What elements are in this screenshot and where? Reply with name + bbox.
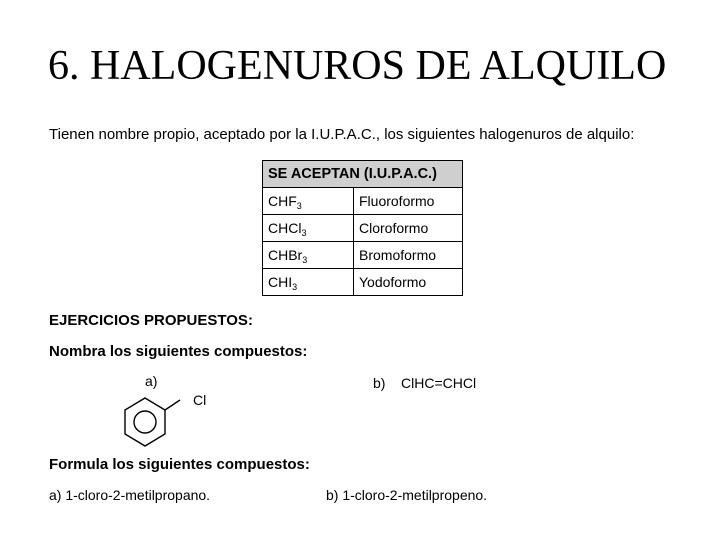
hexagon-ring (125, 398, 165, 446)
formula-main: CHCl (268, 220, 302, 236)
formula-subscript: 3 (302, 255, 308, 265)
table-header: SE ACEPTAN (I.U.P.A.C.) (263, 161, 463, 188)
name-cell: Yodoformo (354, 269, 463, 296)
formula-subscript: 3 (296, 201, 302, 211)
page-title: 6. HALOGENUROS DE ALQUILO (48, 43, 667, 89)
table-row (263, 215, 463, 242)
table-header-row (263, 161, 463, 188)
table-row (263, 269, 463, 296)
chlorine-bond (165, 400, 180, 410)
aromatic-circle (134, 411, 156, 433)
item-a-label: a) (145, 373, 158, 389)
iupac-table (262, 160, 463, 296)
name-cell: Fluoroformo (354, 188, 463, 215)
intro-text: Tienen nombre propio, aceptado por la I.U.P.A.C., los siguientes halogenuros de alquilo: (49, 126, 635, 143)
table-row (263, 188, 463, 215)
name-cell: Cloroformo (354, 215, 463, 242)
formula-main: CHF (268, 193, 297, 209)
formula-compounds-heading: Formula los siguientes compuestos: (49, 456, 310, 473)
name-compounds-heading: Nombra los siguientes compuestos: (49, 343, 308, 360)
name-cell: Bromoformo (354, 242, 463, 269)
formula-cell (263, 269, 354, 296)
formula-main: CHI (268, 274, 293, 290)
benzene-ring-structure (115, 394, 195, 454)
chlorine-label: Cl (193, 392, 207, 408)
formula-subscript: 3 (301, 228, 307, 238)
formula-item-b: b) 1-cloro-2-metilpropeno. (326, 487, 488, 503)
formula-cell (263, 188, 354, 215)
formula-cell (263, 242, 354, 269)
formula-main: CHBr (268, 247, 303, 263)
exercises-heading: EJERCICIOS PROPUESTOS: (49, 312, 253, 329)
formula-subscript: 3 (292, 282, 298, 292)
formula-cell (263, 215, 354, 242)
item-b-formula: ClHC=CHCl (401, 375, 477, 391)
formula-item-a: a) 1-cloro-2-metilpropano. (49, 487, 211, 503)
table-row (263, 242, 463, 269)
item-b-label: b) (373, 375, 386, 391)
